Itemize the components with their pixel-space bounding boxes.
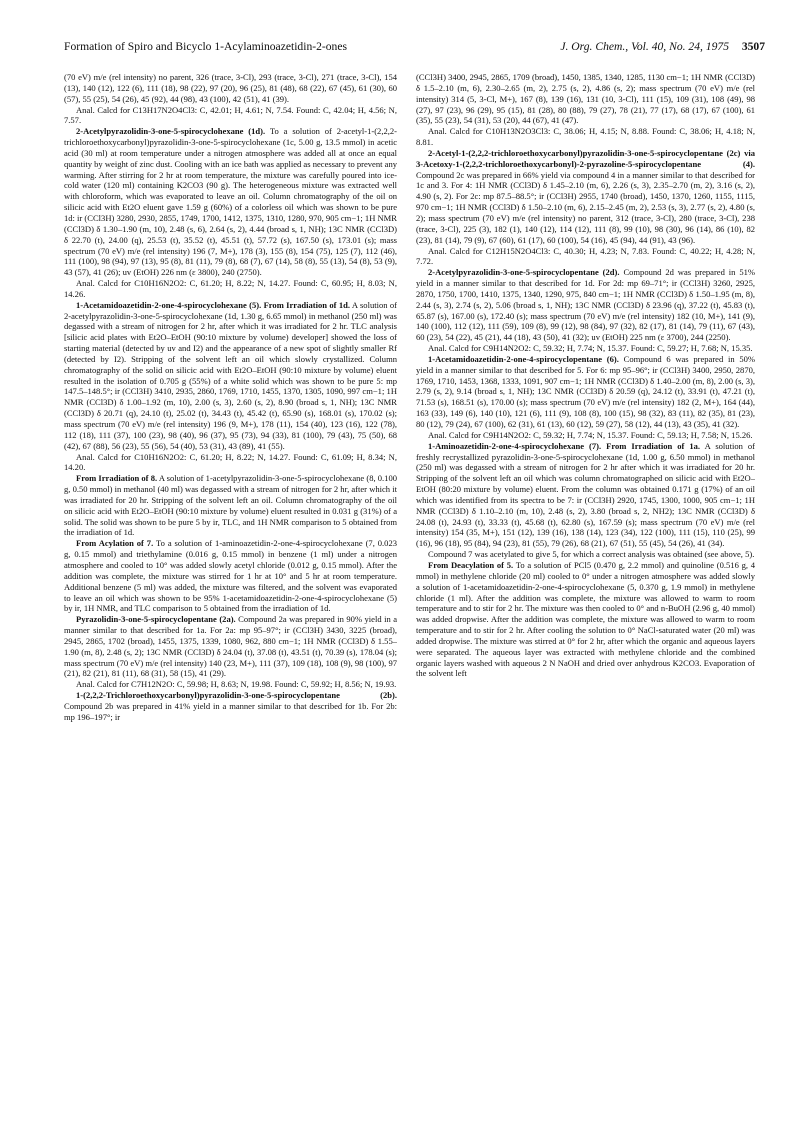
paragraph-text: Compound 2b was prepared in 41% yield in a manner similar to that described for 1b. For 2b: mp 196–197°; ir <box>64 700 397 722</box>
paragraph-text: Anal. Calcd for C9H14N2O2: C, 59.32; H, 7.74; N, 15.37. Found: C, 59.13; H, 7.58; N, 15.26. <box>428 429 753 440</box>
paragraph <box>64 473 397 538</box>
paragraph-text: Compound 2a was prepared in 90% yield in a manner similar to that described for 1a. For 2a: mp 95–97°; ir (CCl3H) 3430, 3225 (broad), 2945, 2865, 1702 (broad), 1455, 1375, 1339, 1080, 962, 880 cm−1; 1H NMR (CCl3D) δ 1.55–1.90 (m, 8), 2.48 (s, 2); 13C NMR (CCl3D) δ 24.04 (t), 37.08 (t), 43.51 (t), 70.39 (s), 178.04 (s); mass spectrum (70 eV) m/e (rel intensity) 140 (23, M+), 111 (37), 109 (18), 108 (9), 98 (100), 97 (21), 82 (21), 81 (11), 68 (31), 58 (15), 41 (29). <box>64 614 397 679</box>
paragraph-text: Compound 2c was prepared in 66% yield via compound 4 in a manner similar to that described for 1c and 3. For 4: 1H NMR (CCl3D) δ 1.45–2.10 (m, 6), 2.26 (s, 3), 2.35–2.70 (m, 2), 3.16 (s, 2), 4.90 (s, 2). For 2c: mp 87.5–88.5°; ir (CCl3H) 2955, 1740 (broad), 1450, 1370, 1260, 1155, 1115, 970 cm−1; 1H NMR (CCl3D) δ 1.50–2.10 (m, 6), 2.15–2.45 (m, 2), 2.53 (s, 3), 2.77 (s, 2), 4.80 (s, 2); mass spectrum (70 eV) m/e (rel intensity) no parent, 312 (trace, 3-Cl), 280 (trace, 3-Cl), 238 (trace, 3-Cl), 225 (3), 182 (1), 140 (12), 114 (12), 111 (8), 99 (10), 98 (30), 96 (14), 86 (10), 82 (23), 81 (14), 79 (9), 67 (60), 61 (17), 60 (100), 54 (16), 45 (94), 44 (91), 43 (96). <box>416 169 755 245</box>
paragraph-text: Compound 2d was prepared in 51% yield in a manner similar to that described for 1d. For 2d: mp 69–71°; ir (CCl3H) 3260, 2925, 2870, 1750, 1700, 1410, 1375, 1340, 1290, 975, 840 cm−1; 1H NMR (CCl3D) δ 1.50–1.95 (m, 8), 2.44 (s, 3), 2.74 (s, 2), 5.06 (broad s, 1, NH); 13C NMR (CCl3D) δ 23.96 (q), 37.22 (t), 45.83 (t), 65.87 (s), 167.00 (s), 172.40 (s); mass spectrum (70 eV) m/e (rel intensity) 182 (10, M+), 141 (9), 140 (100), 112 (12), 111 (59), 109 (8), 99 (12), 98 (84), 97 (32), 82 (17), 81 (14), 79 (11), 67 (43), 60 (23), 54 (22), 45 (21), 44 (18), 43 (50), 41 (32); uv (EtOH) 225 nm (ε 3700), 244 (2250). <box>416 267 755 343</box>
paragraph-text: Anal. Calcd for C13H17N2O4Cl3: C, 42.01; H, 4.61; N, 7.54. Found: C, 42.04; H, 4.56; N, 7.57. <box>64 104 397 126</box>
paragraph-text: To a solution of 1-aminoazetidin-2-one-4-spirocyclohexane (7, 0.023 g, 0.15 mmol) and triethylamine (0.016 g, 0.15 mmol) in benzene (1 ml) under a nitrogen atmosphere and cooled to 10° was added slowly acetyl chloride (0.012 g, 0.15 mmol). After the addition was complete, the mixture was stirred for 1 hr at 10° and 5 hr at room temperature. Additional benzene (5 ml) was added, the mixture was filtered, and the solvent was evaporated to leave an oil which was shown to be 95% 1-acetamidoazetidin-2-one-4-spirocyclohexane (5) by ir, 1H NMR, and TLC comparison to 5 obtained from the irradiation of 1d. <box>64 538 397 614</box>
paragraph-heading: From Deacylation of 5. <box>428 559 514 570</box>
paragraph <box>416 126 755 148</box>
paragraph-text: Compound 6 was prepared in 50% yield in a manner similar to that described for 5. For 6: mp 95–96°; ir (CCl3H) 3400, 2950, 2870, 1769, 1710, 1453, 1368, 1333, 1091, 907 cm−1; 1H NMR (CCl3D) δ 1.40–2.00 (m, 8), 2.00 (s, 3), 2.79 (s, 2), 9.14 (broad s, 1, NH); 13C NMR (CCl3D) δ 20.59 (q), 24.12 (t), 33.91 (t), 47.21 (t), 71.53 (s), 168.51 (s), 170.00 (s); mass spectrum (70 eV) m/e (rel intensity) 182 (2, M+), 164 (44), 163 (33), 149 (6), 140 (10), 121 (6), 111 (9), 108 (8), 100 (15), 98 (32), 83 (11), 82 (35), 81 (23), 80 (12), 79 (24), 67 (100), 62 (31), 61 (13), 60 (12), 59 (27), 58 (12), 44 (13), 43 (35), 41 (32). <box>416 353 755 429</box>
paragraph-text: (70 eV) m/e (rel intensity) no parent, 326 (trace, 3-Cl), 293 (trace, 3-Cl), 271 (trace, 3-Cl), 154 (13), 140 (12), 122 (6), 111 (18), 98 (22), 97 (20), 96 (25), 81 (48), 68 (22), 67 (45), 61 (30), 60 (57), 55 (25), 54 (26), 45 (92), 44 (98), 43 (100), 42 (51), 41 (39). <box>64 72 397 104</box>
paragraph-text: Anal. Calcd for C12H15N2O4Cl3: C, 40.30; H, 4.23; N, 7.83. Found: C, 40.22; H, 4.28; N, 7.72. <box>416 245 755 267</box>
paragraph <box>416 430 755 441</box>
paragraph-heading: 2-Acetylpyrazolidin-3-one-5-spirocyclohexane (1d). <box>76 126 266 137</box>
paragraph-text: (CCl3H) 3400, 2945, 2865, 1709 (broad), 1450, 1385, 1340, 1285, 1130 cm−1; 1H NMR (CCl3D) δ 1.5–2.10 (m, 6), 2.30–2.65 (m, 2), 2.75 (s, 2), 4.86 (s, 2); mass spectrum (70 eV) m/e (rel intensity) 314 (5, 3-Cl, M+), 167 (8), 139 (16), 131 (10, 3-Cl), 111 (15), 109 (31), 108 (49), 98 (27), 97 (23), 96 (29), 95 (15), 81 (28), 80 (88), 79 (27), 78 (21), 77 (17), 68 (17), 67 (100), 61 (35), 55 (23), 54 (31), 53 (20), 44 (67), 41 (47). <box>416 72 755 126</box>
paragraph-heading: 1-(2,2,2-Trichloroethoxycarbonyl)pyrazolidin-3-one-5-spirocyclopentane (2b). <box>76 690 397 701</box>
paragraph-heading: 1-Acetamidoazetidin-2-one-4-spirocyclohexane (5). From Irradiation of 1d. <box>76 299 351 310</box>
paragraph <box>64 690 397 723</box>
paragraph <box>64 679 397 690</box>
paragraph-heading: Pyrazolidin-3-one-5-spirocyclopentane (2a). <box>76 614 236 625</box>
paragraph <box>64 105 397 127</box>
paragraph-heading: 2-Acetylpyrazolidin-3-one-5-spirocyclopentane (2d). <box>428 267 620 278</box>
running-header <box>64 40 765 56</box>
paragraph <box>64 538 397 614</box>
page-number: 3507 <box>741 40 765 53</box>
left-column <box>64 72 397 1122</box>
paragraph-text: Compound 7 was acetylated to give 5, for which a correct analysis was obtained (see above, 5). <box>428 549 755 560</box>
paragraph <box>64 452 397 474</box>
running-title: Formation of Spiro and Bicyclo 1-Acylaminoazetidin-2-ones <box>64 40 348 53</box>
journal-citation: J. Org. Chem., Vol. 40, No. 24, 1975 <box>560 40 729 53</box>
paragraph <box>416 354 755 430</box>
paragraph <box>416 549 755 560</box>
paragraph-heading: 1-Acetamidoazetidin-2-one-4-spirocyclopentane (6). <box>428 353 619 364</box>
paragraph-heading: From Irradiation of 8. <box>76 473 158 484</box>
paragraph <box>416 267 755 343</box>
paragraph-text: To a solution of PCl5 (0.470 g, 2.2 mmol) and quinoline (0.516 g, 4 mmol) in methylene chloride (20 ml) cooled to 0° under a nitrogen atmosphere was added slowly a solution of 1-acetamidoazetidin-2-one-4-spirocyclohexane (5, 0.370 g, 1.9 mmol) in methylene chloride (1 ml). After the addition was complete, the mixture was allowed to warm to room temperature and to stir for 2 hr. The mixture was then cooled to 0° and n-BuOH (2.96 g, 40 mmol) was added dropwise. After the addition was complete, the mixture was allowed to warm to room temperature and to stir for 2 hr. After cooling the solution to 0° NaCl-saturated water (20 ml) was added dropwise. The mixture was stirred at 0° for 2 hr, after which the organic and aqueous layers were separated. The aqueous layer was extracted with methylene chloride and the combined organic layers washed with aqueous 2 N NaOH and dried over anhydrous K2CO3. Evaporation of the solvent left <box>416 559 755 679</box>
paragraph-text: Anal. Calcd for C10H16N2O2: C, 61.20; H, 8.22; N, 14.27. Found: C, 61.09; H, 8.34; N, 14.20. <box>64 451 397 473</box>
paragraph <box>64 72 397 105</box>
paragraph <box>416 148 755 246</box>
paragraph <box>416 72 755 126</box>
paragraph-text: Anal. Calcd for C10H16N2O2: C, 61.20; H, 8.22; N, 14.27. Found: C, 60.95; H, 8.03; N, 14.26. <box>64 278 397 299</box>
paragraph-text: A solution of freshly recrystallized pyrazolidin-3-one-5-spirocyclohexane (1d, 1.00 g, 6.50 mmol) in methanol (250 ml) was degassed with a stream of nitrogen for 2 hr after which it was irradiated for 20 hr. Stripping of the solvent left an oil which was column chromatographed on silicic acid with Et2O–EtOH (80:20 mixture by volume) eluent. From the column was obtained 0.171 g (17%) of an oil which was identified from its spectra to be 7: ir (CCl3H) 2920, 1745, 1300, 1000, 905 cm−1; 1H NMR (CCl3D) δ 1.10–2.10 (m, 10), 2.48 (s, 2), 3.80 (broad s, 2, NH2); 13C NMR (CCl3D) δ 24.08 (t), 24.93 (t), 33.33 (t), 45.68 (t), 62.80 (s), 167.59 (s); mass spectrum (70 eV) m/e (rel intensity) 154 (35, M+), 151 (12), 139 (16), 138 (14), 123 (34), 122 (100), 111 (15), 110 (25), 99 (16), 96 (18), 95 (84), 94 (23), 81 (55), 79 (26), 68 (21), 67 (51), 55 (45), 54 (26), 41 (34). <box>416 440 755 549</box>
paragraph <box>64 614 397 679</box>
paragraph-text: To a solution of 2-acetyl-1-(2,2,2-trichloroethoxycarbonyl)pyrazolidin-3-one-5-spirocyclohexane (1c, 5.00 g, 13.5 mmol) in acetic acid (30 ml) at room temperature under a nitrogen atmosphere was added all at once an equal quantity by weight of zinc dust. Cooling with an ice bath was applied as necessary to prevent any warming. After stirring for 2 hr at room temperature, the mixture was carefully poured into ice-cold water (120 ml) containing K2CO3 (90 g). The heterogeneous mixture was extracted well with chloroform, which was evaporated to leave an oil. Column chromatography of the oil on silicic acid with Et2O eluent gave 1.59 g (60%) of a colorless oil which was shown to be pure 1d: ir (CCl3H) 3280, 2930, 2855, 1749, 1700, 1412, 1375, 1310, 1280, 970, 905 cm−1; 1H NMR (CCl3D) δ 1.30–1.90 (m, 10), 2.48 (s, 6), 2.64 (s, 2), 4.44 (broad s, 1, NH); 13C NMR (CCl3D) δ 22.70 (t), 24.00 (q), 25.53 (t), 35.52 (t), 45.51 (t), 57.72 (s), 167.50 (s), 173.01 (s); mass spectrum (70 eV) m/e (rel intensity) 196 (7, M+), 178 (3), 155 (8), 154 (75), 125 (7), 112 (46), 111 (100), 98 (94), 97 (13), 95 (8), 81 (11), 79 (8), 68 (7), 67 (14), 58 (8), 55 (13), 54 (8), 53 (9), 43 (57), 41 (26); uv (EtOH) 226 nm (ε 3800), 240 (2750). <box>64 126 397 278</box>
paragraph <box>64 126 397 278</box>
paragraph <box>64 300 397 452</box>
right-column <box>416 72 755 1122</box>
paragraph-heading: 2-Acetyl-1-(2,2,2-trichloroethoxycarbonyl)pyrazolidin-3-one-5-spirocyclopentane (2c) via 3-Acetoxy-1-(2,2,2-trichloroethoxycarbonyl)-2-pyrazoline-5-spirocyclopentane (4). <box>416 147 755 169</box>
paragraph <box>416 343 755 354</box>
paragraph-heading: 1-Aminoazetidin-2-one-4-spirocyclohexane (7). From Irradiation of 1a. <box>428 440 701 451</box>
paragraph <box>416 441 755 549</box>
paragraph <box>416 246 755 268</box>
paragraph-text: Anal. Calcd for C7H12N2O: C, 59.98; H, 8.63; N, 19.98. Found: C, 59.92; H, 8.56; N, 19.93. <box>76 679 397 690</box>
paragraph-text: Anal. Calcd for C9H14N2O2: C, 59.32; H, 7.74; N, 15.37. Found: C, 59.27; H, 7.68; N, 15.35. <box>428 343 753 354</box>
paragraph-text: A solution of 1-acetylpyrazolidin-3-one-5-spirocyclohexane (8, 0.100 g, 0.50 mmol) in methanol (40 ml) was degassed with a stream of nitrogen for 2 hr, after which it was irradiated for 20 hr. Stripping of the solvent left an oil. Column chromatography of the oil on silicic acid with Et2O–EtOH (90:10 mixture by volume) eluent resulted in 0.031 g (31%) of a solid. The solid was shown to be pure 5 by ir, TLC, and 1H NMR comparison to 5 obtained from the irradiation of 1d. <box>64 473 397 538</box>
paragraph-text: Anal. Calcd for C10H13N2O3Cl3: C, 38.06; H, 4.15; N, 8.88. Found: C, 38.06; H, 4.18; N, 8.81. <box>416 126 755 148</box>
paragraph <box>416 560 755 679</box>
paragraph-text: A solution of 2-acetylpyrazolidin-3-one-5-spirocyclohexane (1d, 1.30 g, 6.65 mmol) in methanol (250 ml) was degassed with a stream of nitrogen for 2 hr, after which it was irradiated for 2 hr. TLC analysis [silicic acid plates with Et2O–EtOH (90:10 mixture by volume) developer] showed the loss of starting material (detected by uv and I2) and the appearance of a new spot of slightly smaller Rf (detected by I2). Stripping of the solvent left an oil which slowly crystallized. Column chromatography of the solid on silicic acid with Et2O–EtOH (90:10 mixture by volume) eluent resulted in the isolation of 0.705 g (55%) of a white solid which was shown to be pure 5: mp 147.5–148.5°; ir (CCl3H) 3410, 2935, 2860, 1769, 1710, 1455, 1370, 1305, 1090, 997 cm−1; 1H NMR (CCl3D) δ 1.00–1.92 (m, 10), 2.00 (s, 3), 2.60 (s, 2), 8.90 (broad s, 1, NH); 13C NMR (CCl3D) δ 20.71 (q), 24.10 (t), 25.02 (t), 34.43 (t), 45.42 (t), 65.90 (s), 168.01 (s), 170.02 (s); mass spectrum (70 eV) m/e (rel intensity) 196 (9, M+), 178 (11), 154 (40), 123 (16), 122 (78), 112 (18), 111 (37), 100 (23), 98 (40), 96 (37), 95 (73), 94 (33), 81 (100), 79 (43), 75 (50), 68 (42), 67 (88), 56 (23), 55 (56), 54 (40), 53 (31), 43 (89), 41 (55). <box>64 299 397 451</box>
paragraph-heading: From Acylation of 7. <box>76 538 154 549</box>
paragraph <box>64 278 397 300</box>
